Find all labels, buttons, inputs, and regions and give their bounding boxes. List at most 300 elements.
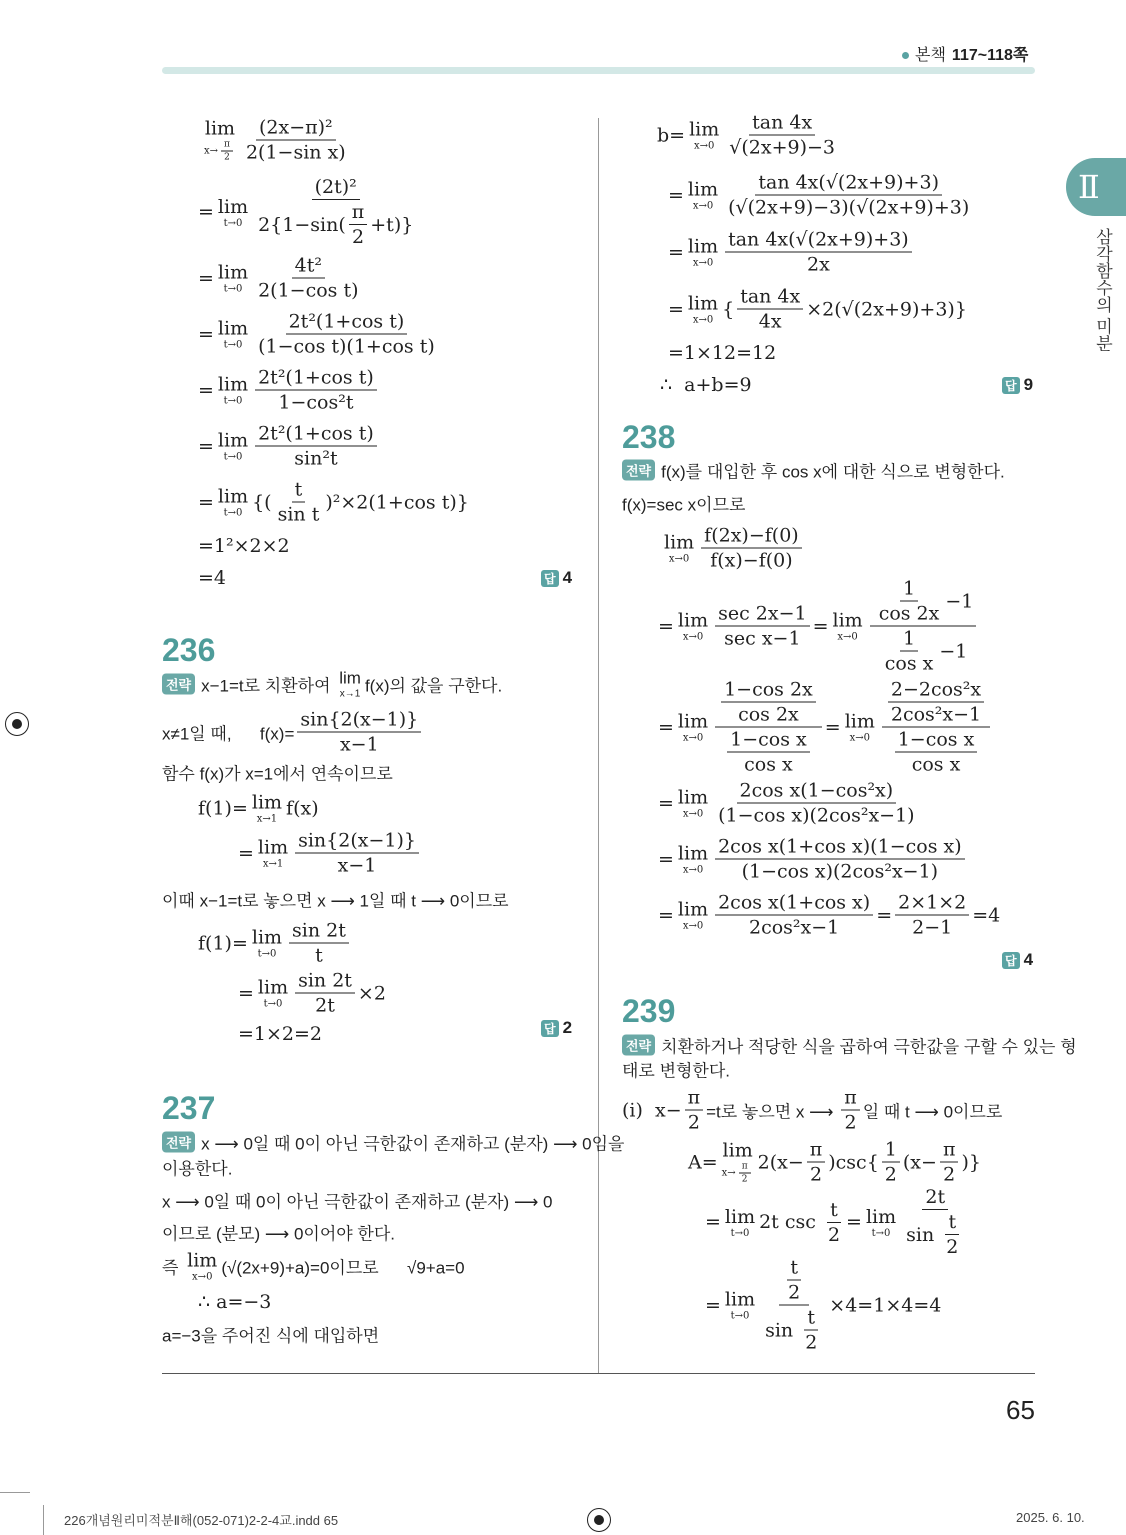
- limit: [218, 262, 248, 295]
- math-text: (1−cos x)(2cos²x−1): [741, 860, 939, 883]
- math-text: π: [351, 201, 365, 223]
- limit: [688, 236, 718, 269]
- math-text: x→0: [692, 200, 714, 212]
- lim-subscript: [263, 859, 283, 870]
- math-line: [198, 920, 352, 967]
- math-text: x→0: [692, 314, 714, 326]
- math-text: f(x)의 값을 구한다.: [364, 676, 503, 696]
- lim-subscript: [693, 258, 713, 269]
- math-text: x→: [204, 145, 219, 157]
- numerator: [755, 172, 942, 196]
- lim-label: lim: [677, 609, 709, 632]
- math-line: [660, 374, 752, 396]
- math-text: f(x)를 대입한 후 cos x에 대한 식으로 변형한다.: [661, 462, 1005, 482]
- crop-mark: [0, 1492, 30, 1493]
- denominator: [889, 728, 984, 776]
- lim-subscript: [693, 201, 713, 212]
- math-text: t→0: [257, 948, 277, 960]
- math-text: =: [658, 716, 674, 738]
- lim-subscript: [837, 632, 857, 643]
- lim-subscript: [683, 809, 703, 820]
- lim-subscript: [669, 554, 689, 565]
- numerator: [895, 729, 978, 753]
- numerator: [297, 709, 421, 733]
- math-text: 4x: [758, 310, 782, 333]
- math-text: t: [315, 944, 323, 967]
- fraction: [715, 780, 918, 827]
- denominator: [726, 136, 838, 159]
- answer-value: 9: [1023, 375, 1034, 394]
- fraction: [940, 1139, 959, 1186]
- math-text: x→0: [682, 808, 704, 820]
- fraction: [725, 172, 972, 219]
- math-text: cos x: [911, 753, 961, 776]
- lim-label: lim: [217, 195, 249, 218]
- numerator: [289, 920, 349, 944]
- lim-subscript: [257, 814, 277, 825]
- header-bar: [162, 67, 1035, 74]
- footer-file: 226개념원리미적분Ⅱ해(052-071)2-2-4교.indd 65: [64, 1513, 339, 1528]
- problem-number: 238: [622, 419, 676, 455]
- math-text: sin 2t: [292, 919, 346, 942]
- math-text: π: [809, 1138, 823, 1161]
- limit: [258, 837, 288, 870]
- denominator: [312, 994, 338, 1017]
- problem-number: 239: [622, 993, 676, 1029]
- fraction: [255, 423, 377, 470]
- numerator: [685, 1087, 704, 1111]
- chapter-numeral: Ⅱ: [1078, 168, 1100, 206]
- numerator: [870, 578, 977, 627]
- math-text: t: [790, 1256, 798, 1279]
- strategy-text: 이용한다.: [162, 1159, 233, 1179]
- math-text: x→0: [668, 553, 690, 565]
- math-text: t→0: [223, 451, 243, 463]
- math-text: =: [198, 379, 214, 401]
- denominator: [255, 200, 416, 248]
- math-text: 1: [902, 577, 916, 600]
- strategy-text: [201, 1130, 624, 1155]
- math-line: [705, 1186, 970, 1258]
- math-text: cos x: [884, 652, 934, 675]
- math-text: t→0: [223, 507, 243, 519]
- lim-subscript: [224, 340, 243, 351]
- math-text: b=: [657, 124, 686, 146]
- math-text: x→0: [849, 732, 870, 744]
- lim-subscript: [683, 865, 703, 876]
- strategy-line: [622, 1033, 1077, 1058]
- fraction: [721, 679, 816, 726]
- fraction: [221, 140, 233, 163]
- math-text: ∴ a+b=9: [660, 374, 752, 396]
- math-line: [162, 887, 509, 912]
- denominator: [785, 1281, 803, 1304]
- lim-subscript: [850, 733, 870, 744]
- numerator: [888, 679, 984, 703]
- math-text: 2{1−sin(: [258, 213, 346, 236]
- fraction: [255, 255, 361, 302]
- numerator: [807, 1139, 826, 1163]
- numerator: [721, 679, 816, 703]
- math-line: [198, 255, 365, 302]
- math-text: 2cos x(1+cos x): [718, 891, 871, 914]
- math-text: =: [238, 842, 254, 864]
- strategy-line: [162, 669, 502, 700]
- answer-badge: [1002, 375, 1033, 395]
- limit: [722, 1140, 754, 1185]
- lim-subscript: [192, 1272, 212, 1283]
- denominator: [685, 1111, 703, 1134]
- answer-label: 답: [541, 570, 559, 587]
- answer-badge: [1002, 950, 1033, 970]
- fraction: [876, 578, 943, 625]
- lim-subscript: [224, 284, 243, 295]
- numerator: [940, 1139, 959, 1163]
- math-line: [238, 830, 422, 877]
- lim-label: lim: [687, 235, 719, 258]
- lim-label: lim: [339, 668, 361, 688]
- lim-subscript: [224, 218, 243, 229]
- fraction: [701, 525, 802, 572]
- math-text: 1−cos 2x: [724, 678, 813, 701]
- math-text: 2t: [315, 994, 335, 1017]
- math-text: 2: [687, 1111, 700, 1134]
- math-line: [668, 229, 915, 276]
- numerator: [725, 229, 912, 253]
- math-text: tan 4x: [752, 111, 813, 134]
- math-text: π: [224, 139, 230, 150]
- math-text: x ⟶ 0일 때 0이 아닌 극한값이 존재하고 (분자) ⟶ 0임을: [201, 1134, 625, 1154]
- strategy-badge: 전략: [622, 460, 655, 481]
- math-text: =: [198, 201, 214, 223]
- numerator: [295, 830, 419, 854]
- math-line: [198, 367, 380, 414]
- denominator: [337, 733, 382, 756]
- math-text: 일 때 t ⟶ 0이므로: [862, 1102, 1003, 1122]
- denominator: [221, 152, 233, 163]
- math-text: =1×12=12: [668, 342, 777, 364]
- lim-label: lim: [187, 1249, 218, 1272]
- denominator: [882, 652, 937, 675]
- fraction: [895, 892, 969, 939]
- lim-subscript: [224, 508, 243, 519]
- fraction: [903, 1186, 967, 1258]
- lim-subscript: [872, 1228, 891, 1239]
- lim-subscript: [722, 1162, 754, 1185]
- numerator: [715, 603, 810, 627]
- numerator: [922, 1186, 948, 1210]
- denominator: [721, 728, 816, 776]
- numerator: [900, 578, 918, 602]
- math-text: 2t²(1+cos t): [288, 310, 405, 333]
- denominator: [725, 196, 972, 219]
- lim-subscript: [683, 632, 703, 643]
- lim-label: lim: [677, 710, 709, 733]
- math-text: ×4=1×4=4: [829, 1294, 942, 1316]
- strategy-badge: 전략: [162, 1132, 195, 1153]
- math-text: A=: [688, 1151, 718, 1173]
- limit: [689, 119, 719, 152]
- answer-label: 답: [1002, 377, 1020, 394]
- math-text: 2cos²x−1: [890, 703, 982, 726]
- fraction: [762, 1257, 826, 1354]
- numerator: [882, 1139, 900, 1163]
- limit: [678, 711, 708, 744]
- math-text: 2−1: [912, 916, 953, 939]
- numerator: [827, 1199, 841, 1223]
- math-line: [198, 567, 226, 589]
- math-line: [198, 535, 290, 557]
- math-text: sin 2t: [298, 969, 352, 992]
- math-line: [658, 892, 1000, 939]
- math-text: x ⟶ 0일 때 0이 아닌 극한값이 존재하고 (분자) ⟶ 0: [162, 1192, 553, 1212]
- denominator: [882, 1163, 900, 1186]
- math-text: −1: [939, 640, 968, 662]
- math-text: =: [198, 435, 214, 457]
- math-text: x→0: [682, 631, 704, 643]
- math-text: π: [687, 1086, 701, 1109]
- fraction: [725, 229, 912, 276]
- numerator: [749, 112, 815, 136]
- lim-label: lim: [844, 710, 875, 733]
- math-text: ×2(√(2x+9)+3)}: [806, 298, 967, 320]
- math-text: =: [668, 298, 684, 320]
- math-text: =: [824, 716, 841, 738]
- math-text: =4: [198, 567, 227, 589]
- lim-label: lim: [257, 836, 289, 859]
- lim-subscript: [264, 999, 283, 1010]
- math-line: [658, 578, 979, 675]
- math-text: (2x−π)²: [259, 116, 333, 139]
- lim-label: lim: [687, 292, 719, 315]
- lim-label: lim: [865, 1205, 897, 1228]
- math-text: 1−cos²t: [278, 391, 354, 414]
- fraction: [739, 1162, 751, 1185]
- math-text: sin{2(x−1)}: [298, 829, 416, 852]
- math-text: x→1: [262, 858, 284, 870]
- math-text: )csc{: [828, 1151, 879, 1173]
- math-text: sin: [906, 1223, 941, 1246]
- limit: [252, 792, 282, 825]
- math-line: [657, 112, 841, 159]
- denominator: [255, 335, 438, 358]
- math-text: (1−cos t)(1+cos t): [258, 335, 435, 358]
- limit: [187, 1250, 217, 1283]
- lim-label: lim: [217, 429, 249, 452]
- denominator: [721, 627, 803, 650]
- book-label: 본책: [915, 47, 946, 64]
- math-text: =: [668, 184, 684, 206]
- footer-date: 2025. 6. 10.: [1016, 1510, 1085, 1525]
- numerator: [715, 836, 965, 860]
- math-line: [162, 760, 393, 785]
- answer-label: 답: [1002, 952, 1020, 969]
- fraction: [882, 679, 990, 776]
- math-text: x→0: [693, 140, 715, 152]
- lim-subscript: [694, 141, 714, 152]
- math-text: 이므로 (분모) ⟶ 0이어야 한다.: [162, 1224, 395, 1244]
- limit: [218, 318, 248, 351]
- denominator: [909, 916, 955, 939]
- math-text: 2t csc: [759, 1211, 822, 1233]
- math-text: sin{2(x−1)}: [300, 708, 419, 731]
- answer-value: 4: [1023, 950, 1034, 969]
- math-text: 4t²: [294, 254, 322, 277]
- math-text: 2: [943, 1163, 956, 1186]
- fraction: [737, 286, 803, 333]
- math-text: 2cos²x−1: [749, 916, 840, 939]
- math-text: t: [294, 478, 303, 501]
- limit: [678, 610, 708, 643]
- math-text: 2: [741, 1174, 748, 1185]
- strategy-text: [661, 1033, 1077, 1058]
- math-text: 2(1−cos t): [258, 279, 359, 302]
- lim-label: lim: [677, 842, 709, 865]
- lim-subscript: [683, 733, 703, 744]
- math-text: f(x): [286, 797, 319, 819]
- math-text: x→0: [682, 864, 704, 876]
- math-line: [688, 1139, 981, 1186]
- numerator: [256, 117, 336, 141]
- math-text: x→1: [256, 813, 278, 825]
- math-text: 2t²(1+cos t): [258, 422, 374, 445]
- denominator: [762, 1306, 826, 1354]
- answer-value: 2: [562, 1018, 573, 1037]
- math-text: t: [948, 1211, 957, 1233]
- math-text: a=−3을 주어진 식에 대입하면: [162, 1326, 380, 1346]
- math-text: ×2: [357, 982, 386, 1004]
- math-line: [200, 117, 352, 164]
- lim-subscript: [683, 921, 703, 932]
- fraction: [727, 729, 810, 776]
- math-text: 2×1×2: [898, 891, 967, 914]
- math-text: sin: [765, 1319, 800, 1341]
- math-text: 2: [351, 226, 365, 248]
- math-text: cos 2x: [738, 703, 799, 726]
- math-text: 2: [224, 152, 230, 163]
- lim-label: lim: [677, 786, 709, 809]
- limit: [252, 927, 282, 960]
- math-line: [162, 1220, 395, 1245]
- page-number: 65: [1006, 1395, 1035, 1425]
- limit: [833, 610, 863, 643]
- math-text: =: [876, 904, 893, 926]
- math-text: )²×2(1+cos t)}: [325, 491, 469, 513]
- math-text: π: [942, 1138, 956, 1161]
- numerator: [737, 780, 897, 804]
- math-text: +t)}: [370, 213, 414, 236]
- math-text: x→0: [682, 920, 704, 932]
- numerator: [737, 286, 803, 310]
- limit: [339, 669, 361, 700]
- fraction: [275, 479, 323, 526]
- math-text: =: [658, 848, 674, 870]
- math-line: [668, 286, 967, 333]
- answer-badge: [541, 1018, 572, 1038]
- math-text: t: [830, 1198, 838, 1221]
- math-text: 2: [827, 1223, 841, 1246]
- math-text: =4: [972, 904, 1001, 926]
- numerator: [804, 1307, 818, 1331]
- numerator: [292, 255, 325, 279]
- lim-subscript: [693, 315, 713, 326]
- denominator: [888, 703, 984, 726]
- math-text: =: [812, 615, 829, 637]
- denominator: [243, 141, 349, 164]
- denominator: [715, 804, 918, 827]
- fraction: [825, 1199, 843, 1246]
- lim-label: lim: [217, 373, 249, 396]
- fraction: [807, 1139, 826, 1186]
- lim-label: lim: [832, 609, 863, 632]
- math-text: x→: [721, 1167, 736, 1179]
- limit: [678, 843, 708, 876]
- math-text: 함수 f(x)가 x=1에서 연속이므로: [162, 764, 393, 784]
- math-text: tan 4x: [740, 285, 801, 308]
- fraction: [685, 1087, 704, 1134]
- math-text: {(: [252, 491, 272, 513]
- fraction: [785, 1257, 803, 1304]
- math-text: 치환하거나 적당한 식을 곱하여 극한값을 구할 수 있는 형: [661, 1037, 1077, 1057]
- math-text: =t로 놓으면 x ⟶: [706, 1102, 839, 1122]
- denominator: [940, 1163, 958, 1186]
- math-line: [705, 1257, 941, 1354]
- denominator: [807, 1163, 825, 1186]
- numerator: [286, 311, 408, 335]
- math-line: [668, 342, 776, 364]
- math-text: =: [846, 1211, 862, 1233]
- math-line: [658, 836, 968, 883]
- numerator: [292, 479, 306, 503]
- strategy-text: 태로 변형한다.: [622, 1061, 730, 1081]
- lim-label: lim: [664, 531, 695, 554]
- math-text: t→0: [730, 1310, 750, 1322]
- fraction: [715, 679, 822, 776]
- math-line: [162, 709, 424, 756]
- limit: [866, 1206, 896, 1239]
- chapter-title: 삼각함수의 미분: [1093, 228, 1112, 352]
- numerator: [900, 628, 918, 652]
- denominator: [707, 549, 795, 572]
- answer-badge: [541, 568, 572, 588]
- limit: [678, 899, 708, 932]
- math-text: =: [668, 241, 684, 263]
- math-line: [658, 679, 993, 776]
- math-text: 1−cos x: [730, 728, 807, 751]
- math-text: f(x)−f(0): [710, 549, 793, 572]
- lim-subscript: [731, 1228, 750, 1239]
- denominator: [804, 253, 833, 276]
- lim-label: lim: [251, 926, 283, 949]
- math-text: x→0: [692, 257, 714, 269]
- math-text: 2x: [807, 253, 830, 276]
- fraction: [882, 1139, 900, 1186]
- math-line: [660, 525, 805, 572]
- denominator: [841, 1111, 859, 1134]
- denominator: [739, 860, 942, 883]
- math-text: 2: [809, 1163, 823, 1186]
- fraction: [295, 830, 419, 877]
- math-line: [658, 780, 921, 827]
- math-text: cos x: [744, 753, 793, 776]
- math-text: 2−2cos²x: [890, 678, 982, 701]
- limit: [725, 1206, 755, 1239]
- math-text: t→0: [730, 1227, 750, 1239]
- math-text: sec x−1: [724, 627, 801, 650]
- fraction: [349, 201, 368, 248]
- problem-number: 237: [162, 1090, 216, 1126]
- limit: [218, 430, 248, 463]
